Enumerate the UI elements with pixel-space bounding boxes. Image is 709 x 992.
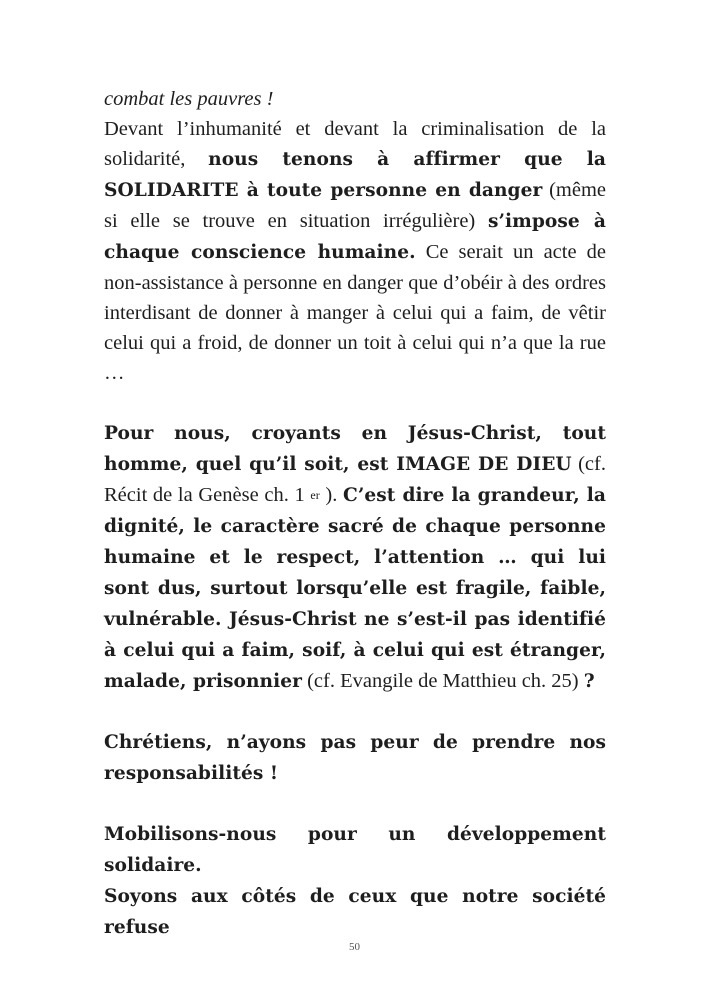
text-span: ). (319, 484, 343, 506)
bold-text: Pour nous, croyants en Jésus-Christ, tout homme, quel qu’il soit, est IMAGE DE DIEU (104, 423, 606, 475)
superscript: er (310, 488, 320, 502)
bold-text: Mobilisons-nous pour un développement solidaire. (104, 824, 606, 876)
bold-text: s’impose à chaque conscience humaine. (104, 211, 607, 263)
bold-text: nous tenons à affirmer que la SOLIDARITE à toute personne en danger (104, 149, 606, 201)
paragraph-solidarity (104, 114, 606, 388)
paragraph-gap (104, 789, 606, 819)
text-span: (même si elle se trouve en situation irrégulière) (104, 179, 606, 232)
bold-text: Chrétiens, n’ayons pas peur de prendre nos responsabilités ! (104, 732, 606, 784)
body-text (104, 84, 606, 943)
bold-text: C’est dire la grandeur, la dignité, le caractère sacré de chaque personne humaine et le respect, l’attention … qui lui sont dus, surtout lorsqu’elle est fragile, faible, vulnérable. Jésus-Christ ne s’est-il pas identifié à celui qui a faim, soif, à celui qui est étranger, malade, prisonnier (104, 485, 606, 692)
paragraph-closing-line (104, 84, 606, 114)
paragraph-image-de-dieu (104, 418, 606, 697)
text-span: (cf. Récit de la Genèse ch. 1 (104, 453, 606, 506)
bold-text: ? (583, 671, 595, 692)
paragraph-soyons (104, 881, 606, 943)
text-span: (cf. Evangile de Matthieu ch. 25) (301, 670, 584, 692)
text-span: Devant l’inhumanité et devant la criminalisation de la solidarité, (104, 118, 606, 170)
paragraph-gap (104, 388, 606, 418)
italic-text: combat les pauvres ! (104, 88, 274, 110)
paragraph-mobilisons (104, 819, 606, 881)
page-number: 50 (349, 941, 360, 953)
text-span: Ce serait un acte de non-assistance à personne en danger que d’obéir à des ordres interdisant de donner à manger à celui qui a faim, de vêtir celui qui a froid, de donner un toit à celui qui n’a que la rue … (104, 241, 606, 384)
bold-text: Soyons aux côtés de ceux que notre société refuse (104, 886, 606, 938)
paragraph-chretiens (104, 727, 606, 789)
paragraph-gap (104, 697, 606, 727)
